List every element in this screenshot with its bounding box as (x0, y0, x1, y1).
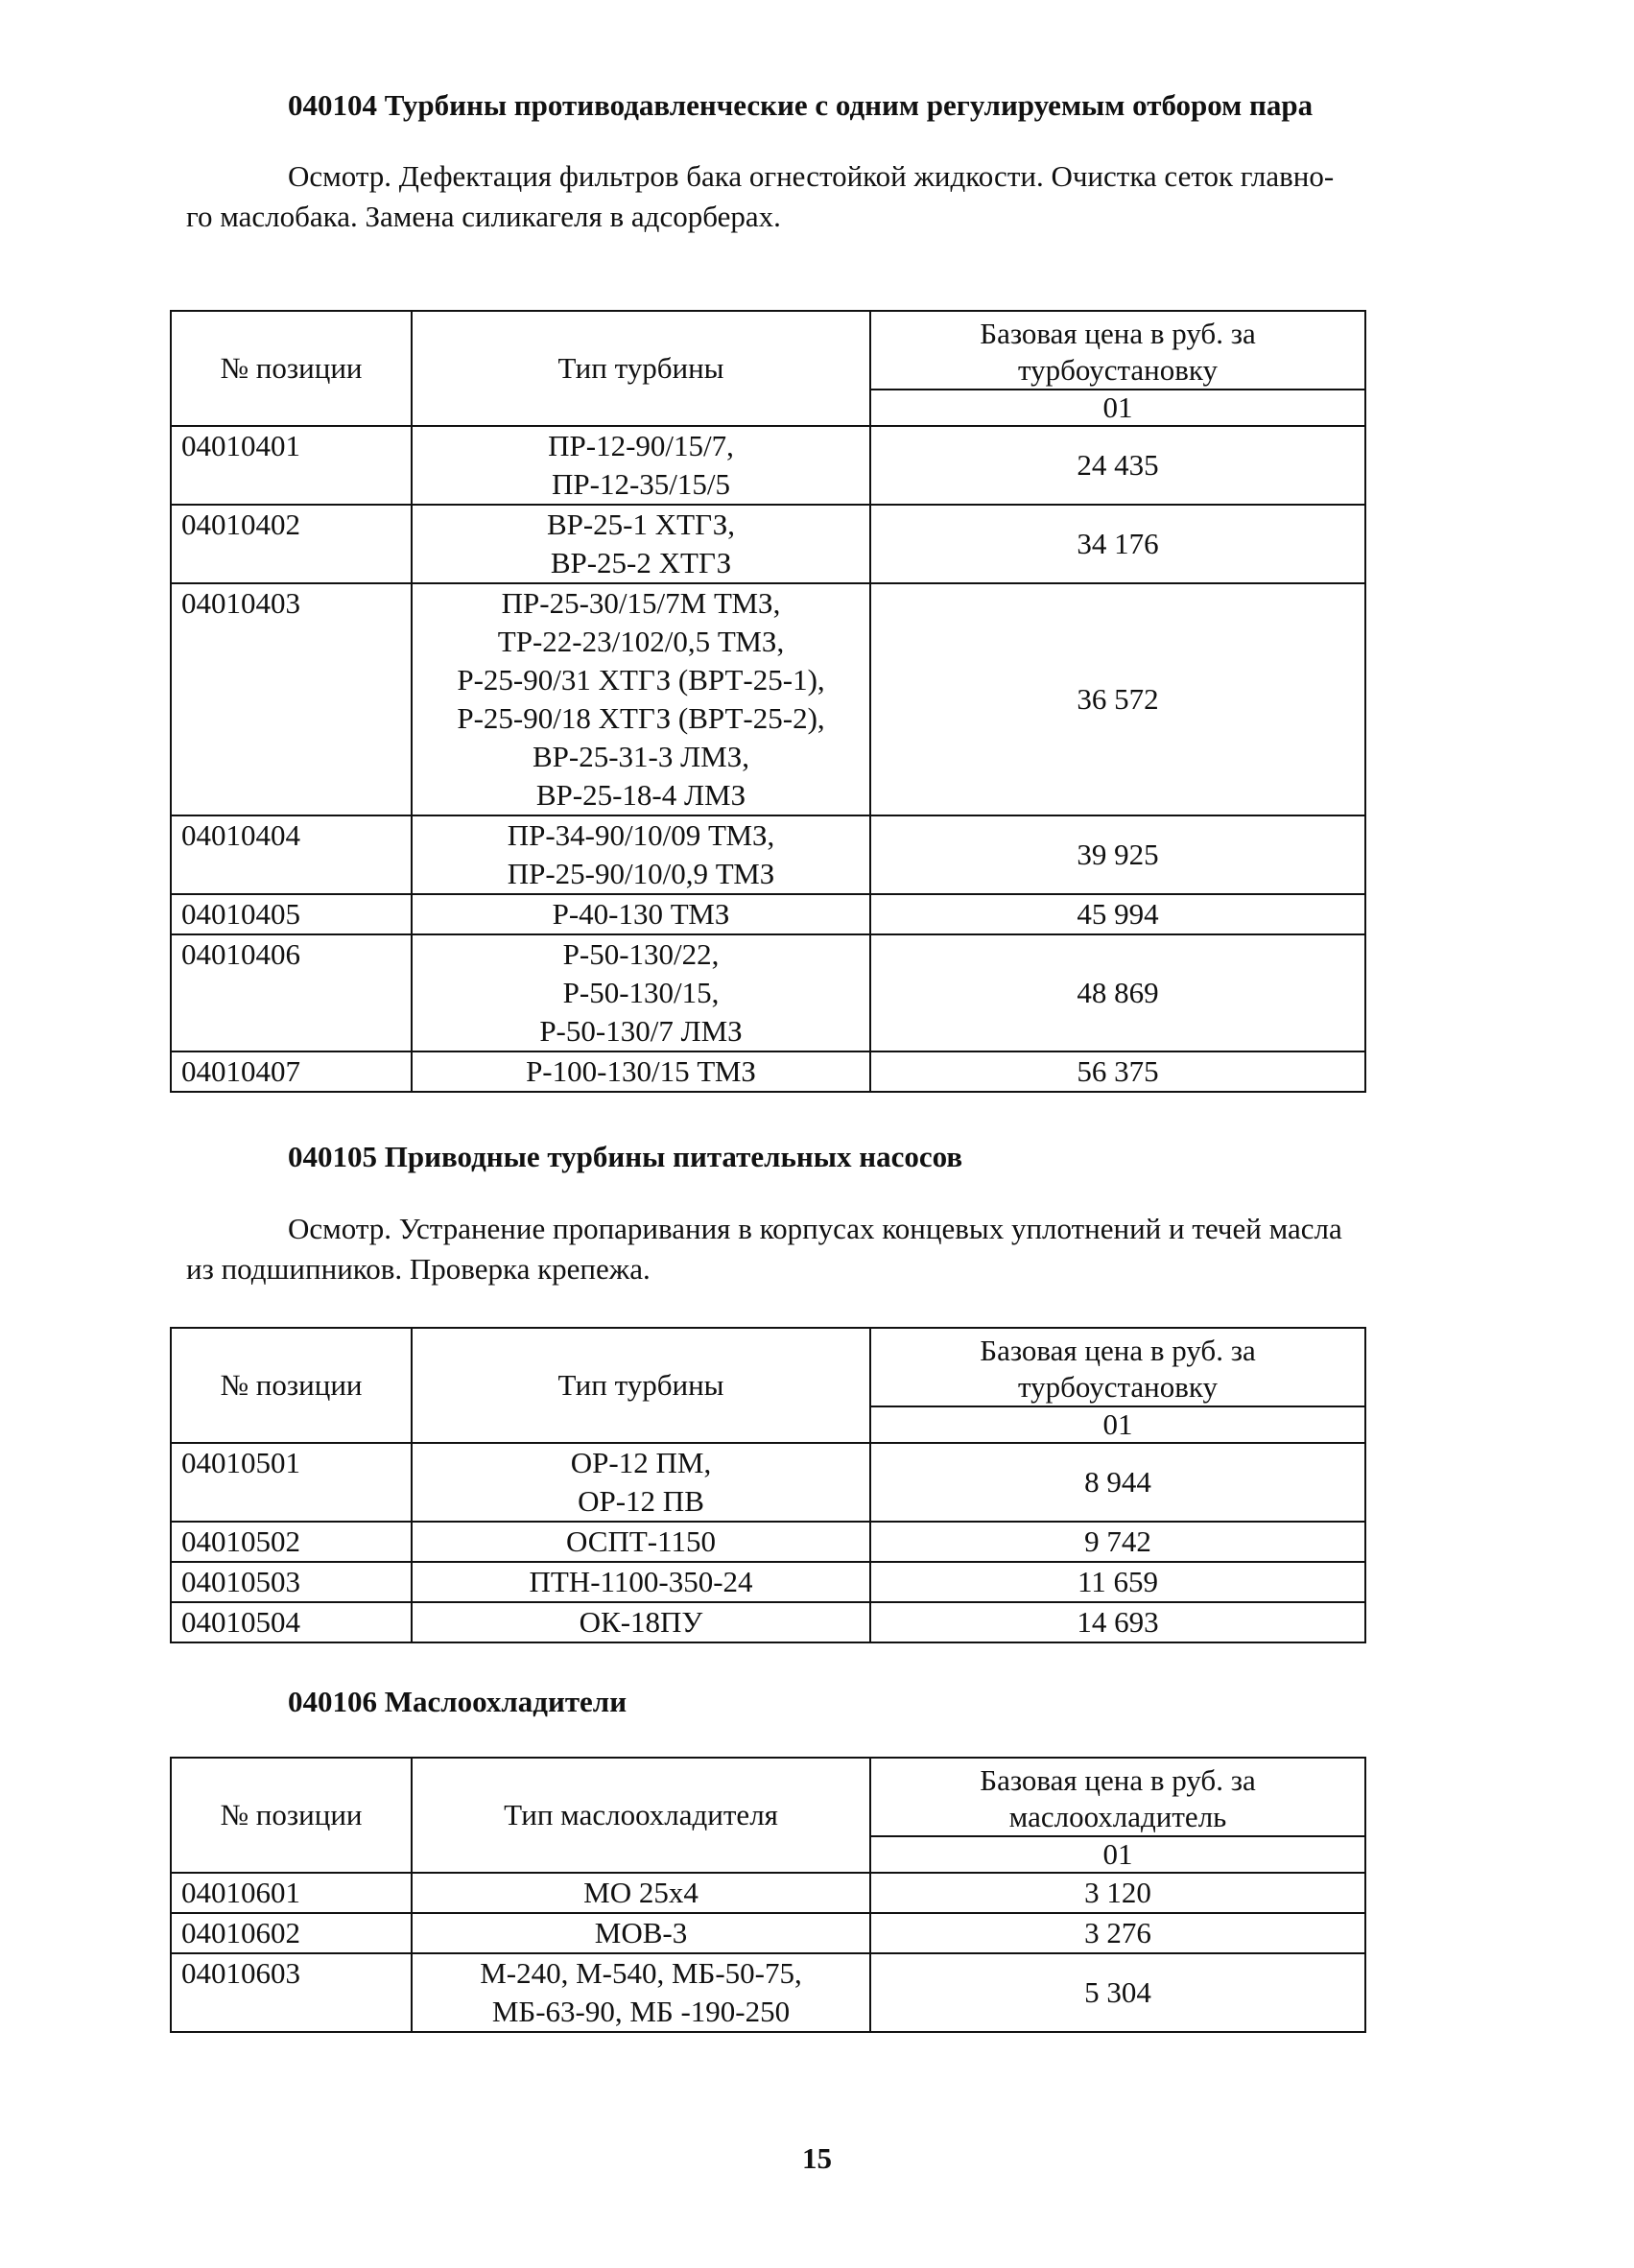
type-cell (412, 583, 870, 815)
type-name: ВР-25-2 ХТГЗ (550, 546, 732, 579)
type-name: ПР-34-90/10/09 ТМЗ, (507, 818, 775, 852)
table-row (171, 1443, 1365, 1522)
section-description-040105 (186, 1209, 1491, 1289)
type-name: ТР-22-23/102/0,5 ТМЗ, (497, 625, 785, 658)
type-name: ОК-18ПУ (579, 1605, 703, 1639)
type-cell (412, 505, 870, 583)
table-row (171, 1562, 1365, 1602)
position-code: 04010502 (171, 1522, 412, 1562)
type-cell (412, 894, 870, 934)
price-value: 36 572 (870, 583, 1365, 815)
table-row (171, 1913, 1365, 1953)
type-name: ПР-25-30/15/7М ТМЗ, (501, 586, 781, 620)
table-row (171, 583, 1365, 815)
type-cell (412, 1051, 870, 1092)
price-value: 11 659 (870, 1562, 1365, 1602)
type-name: ПР-25-90/10/0,9 ТМЗ (507, 857, 775, 890)
price-value: 3 276 (870, 1913, 1365, 1953)
price-value: 5 304 (870, 1953, 1365, 2032)
header-position: № позиции (171, 311, 412, 426)
type-name: МБ-63-90, МБ -190-250 (491, 1995, 791, 2028)
type-cell (412, 934, 870, 1051)
position-code: 04010401 (171, 426, 412, 505)
position-code: 04010601 (171, 1873, 412, 1913)
type-name: Р-100-130/15 ТМЗ (526, 1054, 756, 1088)
header-price-code: 01 (870, 390, 1365, 426)
header-price-code: 01 (870, 1406, 1365, 1443)
type-name: Р-40-130 ТМЗ (552, 897, 730, 931)
price-table-040105 (170, 1327, 1366, 1643)
description-line: Осмотр. Дефектация фильтров бака огнестойкой жидкости. Очистка сеток главно- (288, 159, 1335, 193)
type-name: ОР-12 ПМ, (570, 1446, 712, 1479)
table-row (171, 1051, 1365, 1092)
position-code: 04010404 (171, 815, 412, 894)
type-name: ОР-12 ПВ (578, 1484, 704, 1518)
price-value: 3 120 (870, 1873, 1365, 1913)
header-price: Базовая цена в руб. за турбоустановку (870, 1328, 1365, 1406)
position-code: 04010501 (171, 1443, 412, 1522)
type-name: ВР-25-1 ХТГЗ, (546, 508, 736, 541)
price-value: 9 742 (870, 1522, 1365, 1562)
type-cell (412, 815, 870, 894)
header-type: Тип маслоохладителя (412, 1758, 870, 1873)
position-code: 04010407 (171, 1051, 412, 1092)
position-code: 04010403 (171, 583, 412, 815)
type-cell (412, 1913, 870, 1953)
table-row (171, 934, 1365, 1051)
header-type: Тип турбины (412, 311, 870, 426)
type-cell (412, 1873, 870, 1913)
header-price: Базовая цена в руб. за маслоохладитель (870, 1758, 1365, 1836)
type-name: М-240, М-540, МБ-50-75, (480, 1956, 802, 1990)
header-price-code: 01 (870, 1836, 1365, 1873)
type-name: Р-25-90/18 ХТГЗ (ВРТ-25-2), (457, 701, 825, 735)
table-row (171, 815, 1365, 894)
table-row (171, 1602, 1365, 1642)
position-code: 04010402 (171, 505, 412, 583)
price-value: 24 435 (870, 426, 1365, 505)
type-cell (412, 1562, 870, 1602)
type-name: ВР-25-31-3 ЛМЗ, (532, 740, 749, 773)
type-cell (412, 1953, 870, 2032)
page-number: 15 (802, 2141, 832, 2175)
section-title-040104: 040104 Турбины противодавленческие с одним регулируемым отбором пара (288, 88, 1314, 122)
type-name: Р-50-130/22, (562, 937, 720, 971)
header-price: Базовая цена в руб. за турбоустановку (870, 311, 1365, 390)
type-name: ПР-12-35/15/5 (552, 467, 730, 501)
type-cell (412, 1602, 870, 1642)
type-name: ОСПТ-1150 (566, 1524, 716, 1558)
price-value: 45 994 (870, 894, 1365, 934)
position-code: 04010504 (171, 1602, 412, 1642)
description-line: из подшипников. Проверка крепежа. (186, 1252, 651, 1286)
header-position: № позиции (171, 1758, 412, 1873)
position-code: 04010406 (171, 934, 412, 1051)
table-row (171, 426, 1365, 505)
table-row (171, 1522, 1365, 1562)
position-code: 04010503 (171, 1562, 412, 1602)
description-line: Осмотр. Устранение пропаривания в корпусах концевых уплотнений и течей масла (288, 1212, 1342, 1245)
type-name: Р-25-90/31 ХТГЗ (ВРТ-25-1), (457, 663, 825, 697)
type-name: МО 25х4 (583, 1876, 699, 1909)
price-value: 34 176 (870, 505, 1365, 583)
price-table-040104 (170, 310, 1366, 1093)
position-code: 04010405 (171, 894, 412, 934)
price-value: 48 869 (870, 934, 1365, 1051)
table-row (171, 894, 1365, 934)
type-name: ПТН-1100-350-24 (529, 1565, 753, 1598)
section-title-040106: 040106 Маслоохладители (288, 1685, 628, 1718)
table-row (171, 1953, 1365, 2032)
table-row (171, 505, 1365, 583)
position-code: 04010602 (171, 1913, 412, 1953)
table-row (171, 1873, 1365, 1913)
type-name: Р-50-130/15, (562, 976, 720, 1009)
section-description-040104 (186, 156, 1491, 237)
type-name: ПР-12-90/15/7, (548, 429, 734, 462)
section-title-040105: 040105 Приводные турбины питательных насосов (288, 1140, 963, 1173)
header-type: Тип турбины (412, 1328, 870, 1443)
price-value: 56 375 (870, 1051, 1365, 1092)
price-value: 39 925 (870, 815, 1365, 894)
type-cell (412, 1443, 870, 1522)
type-name: Р-50-130/7 ЛМЗ (539, 1014, 743, 1048)
type-name: ВР-25-18-4 ЛМЗ (535, 778, 746, 812)
price-value: 14 693 (870, 1602, 1365, 1642)
position-code: 04010603 (171, 1953, 412, 2032)
price-value: 8 944 (870, 1443, 1365, 1522)
type-cell (412, 1522, 870, 1562)
type-name: МОВ-3 (594, 1916, 688, 1949)
type-cell (412, 426, 870, 505)
description-line: го маслобака. Замена силикагеля в адсорберах. (186, 200, 781, 233)
price-table-040106 (170, 1757, 1366, 2033)
header-position: № позиции (171, 1328, 412, 1443)
